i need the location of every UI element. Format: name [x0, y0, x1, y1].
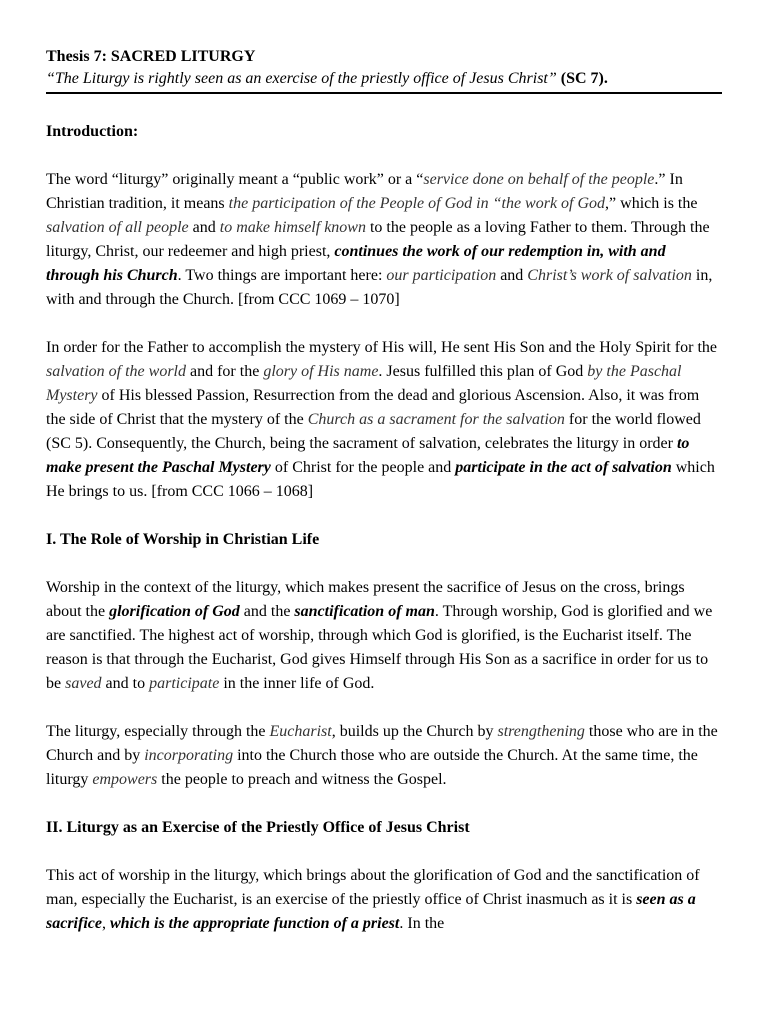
- text-run: of Christ for the people and: [270, 459, 456, 476]
- emphasized-phrase: seen as a sacrifice: [46, 891, 696, 932]
- text-run: and the: [239, 603, 295, 620]
- italic-phrase: Eucharist: [269, 723, 332, 740]
- italic-phrase: by the Paschal Mystery: [46, 363, 682, 404]
- emphasized-phrase: glorification of God: [109, 603, 240, 620]
- italic-phrase: salvation of the world: [46, 363, 186, 380]
- emphasized-phrase: participate in the act of salvation: [455, 459, 672, 476]
- italic-phrase: Christ’s work of salvation: [527, 267, 692, 284]
- text-run: In order for the Father to accomplish the mystery of His will, He sent His Son and the Holy Spirit for the: [46, 339, 717, 356]
- text-run: and for the: [186, 363, 264, 380]
- emphasized-phrase: to make present the Paschal Mystery: [46, 435, 690, 476]
- text-run: The liturgy, especially through the: [46, 723, 270, 740]
- italic-phrase: our participation: [386, 267, 497, 284]
- paragraph-worship: [46, 576, 722, 696]
- text-run: ,” which is the: [605, 195, 698, 212]
- thesis-quote: “The Liturgy is rightly seen as an exercise of the priestly office of Jesus Christ”: [46, 70, 557, 87]
- text-run: . Through worship, God is glorified and we are sanctified. The highest act of worship, through which God is glorified, is the Eucharist itself. The reason is that through the Eucharist, God gives Himself through His Son as a sacrifice in order for us to be: [46, 603, 713, 692]
- italic-phrase: incorporating: [144, 747, 234, 764]
- text-run: . Jesus fulfilled this plan of God: [378, 363, 588, 380]
- text-run: . Two things are important here:: [177, 267, 387, 284]
- emphasized-phrase: which is the appropriate function of a priest: [109, 915, 400, 932]
- italic-phrase: strengthening: [497, 723, 585, 740]
- text-run: into the Church those who are outside the Church. At the same time, the liturgy: [46, 747, 698, 788]
- text-run: and: [496, 267, 528, 284]
- italic-phrase: the participation of the People of God in “the work of God: [228, 195, 606, 212]
- text-run: Worship in the context of the liturgy, which makes present the sacrifice of Jesus on the cross, brings about the: [46, 579, 685, 620]
- paragraph-priestly-office: [46, 864, 722, 936]
- italic-phrase: to make himself known: [219, 219, 366, 236]
- text-run: , builds up the Church by: [331, 723, 498, 740]
- section-heading-worship: I. The Role of Worship in Christian Life: [46, 531, 320, 548]
- text-run: and to: [101, 675, 150, 692]
- text-run: which He brings to us. [from CCC 1066 – 1068]: [46, 459, 715, 500]
- paragraph-eucharist: [46, 720, 722, 792]
- text-run: of His blessed Passion, Resurrection from the dead and glorious Ascension. Also, it was from the side of Christ that the mystery of the: [46, 387, 700, 428]
- italic-phrase: saved: [65, 675, 102, 692]
- introduction-heading: Introduction:: [46, 123, 139, 140]
- text-run: The word “liturgy” originally meant a “public work” or a “: [46, 171, 424, 188]
- text-run: in, with and through the Church. [from CCC 1069 – 1070]: [46, 267, 713, 308]
- emphasized-phrase: sanctification of man: [294, 603, 435, 620]
- paragraph-liturgy-definition: [46, 168, 722, 312]
- section-heading-priestly-office: II. Liturgy as an Exercise of the Priestly Office of Jesus Christ: [46, 819, 470, 836]
- thesis-quote-line: [46, 68, 722, 94]
- document-title: Thesis 7: SACRED LITURGY: [46, 48, 256, 65]
- paragraph-paschal-mystery: [46, 336, 722, 504]
- text-run: to the people as a loving Father to them. Through the liturgy, Christ, our redeemer and high priest,: [46, 219, 710, 260]
- italic-phrase: service done on behalf of the people: [423, 171, 655, 188]
- italic-phrase: participate: [149, 675, 220, 692]
- text-run: .” In Christian tradition, it means: [46, 171, 683, 212]
- italic-phrase: glory of His name: [263, 363, 379, 380]
- italic-phrase: empowers: [92, 771, 158, 788]
- text-run: . In the: [399, 915, 445, 932]
- text-run: and: [188, 219, 220, 236]
- emphasized-phrase: continues the work of our redemption in, with and through his Church: [46, 243, 666, 284]
- italic-phrase: Church as a sacrament for the salvation: [307, 411, 565, 428]
- text-run: the people to preach and witness the Gospel.: [157, 771, 447, 788]
- thesis-quote-reference: (SC 7).: [560, 70, 608, 87]
- text-run: for the world flowed (SC 5). Consequently, the Church, being the sacrament of salvation, celebrates the liturgy in order: [46, 411, 701, 452]
- text-run: This act of worship in the liturgy, which brings about the glorification of God and the sanctification of man, especially the Eucharist, is an exercise of the priestly office of Christ inasmuch as it is: [46, 867, 700, 908]
- text-run: ,: [101, 915, 110, 932]
- text-run: those who are in the Church and by: [46, 723, 718, 764]
- italic-phrase: salvation of all people: [46, 219, 189, 236]
- text-run: in the inner life of God.: [219, 675, 375, 692]
